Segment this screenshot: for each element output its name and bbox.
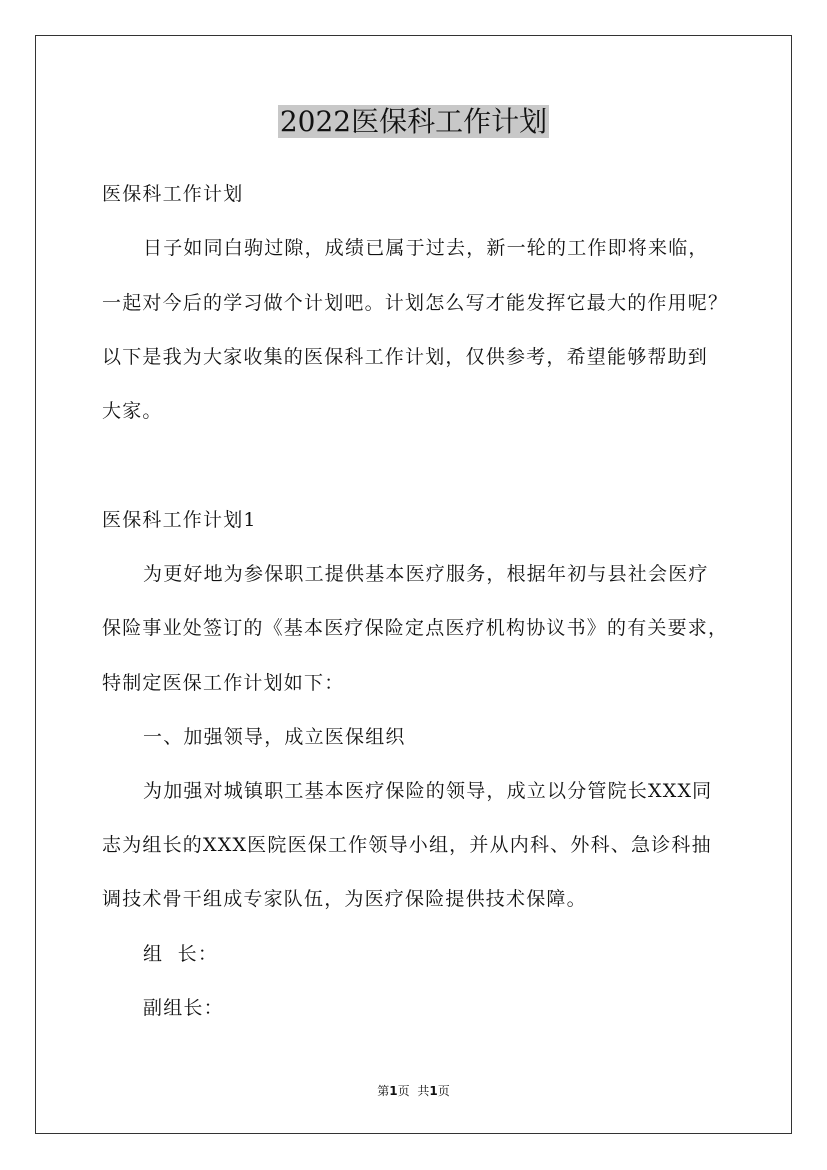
document-title-text: 2022医保科工作计划 bbox=[279, 105, 548, 138]
paragraph-line: 以下是我为大家收集的医保科工作计划，仅供参考，希望能够帮助到 bbox=[102, 346, 709, 368]
total-suffix: 页 bbox=[437, 1084, 450, 1098]
subsection-heading: 一、加强领导，成立医保组织 bbox=[143, 726, 406, 748]
paragraph-line: 调技术骨干组成专家队伍，为医疗保险提供技术保障。 bbox=[102, 888, 587, 910]
paragraph-line: 特制定医保工作计划如下： bbox=[102, 672, 345, 694]
paragraph-line: 为更好地为参保职工提供基本医疗服务，根据年初与县社会医疗 bbox=[143, 563, 709, 585]
paragraph-line: 为加强对城镇职工基本医疗保险的领导，成立以分管院长XXX同 bbox=[143, 780, 713, 802]
paragraph-line: 保险事业处签订的《基本医疗保险定点医疗机构协议书》的有关要求， bbox=[102, 617, 729, 639]
section-heading: 医保科工作计划 bbox=[102, 183, 244, 205]
total-pages: 1 bbox=[429, 1084, 438, 1098]
page-footer bbox=[0, 1083, 827, 1099]
paragraph-line: 大家。 bbox=[102, 400, 163, 422]
page-suffix: 页 bbox=[397, 1084, 410, 1098]
leader-label: 组 长： bbox=[143, 943, 219, 965]
paragraph-line: 日子如同白驹过隙，成绩已属于过去，新一轮的工作即将来临， bbox=[143, 237, 709, 259]
section-heading: 医保科工作计划1 bbox=[102, 509, 257, 531]
document-title bbox=[0, 104, 827, 140]
deputy-leader-label: 副组长： bbox=[143, 997, 224, 1019]
total-prefix: 共 bbox=[417, 1084, 430, 1098]
paragraph-line: 志为组长的XXX医院医保工作领导小组，并从内科、外科、急诊科抽 bbox=[102, 834, 712, 856]
page-number: 1 bbox=[389, 1084, 398, 1098]
page-prefix: 第 bbox=[377, 1084, 390, 1098]
paragraph-line: 一起对今后的学习做个计划吧。计划怎么写才能发挥它最大的作用呢？ bbox=[102, 292, 729, 314]
